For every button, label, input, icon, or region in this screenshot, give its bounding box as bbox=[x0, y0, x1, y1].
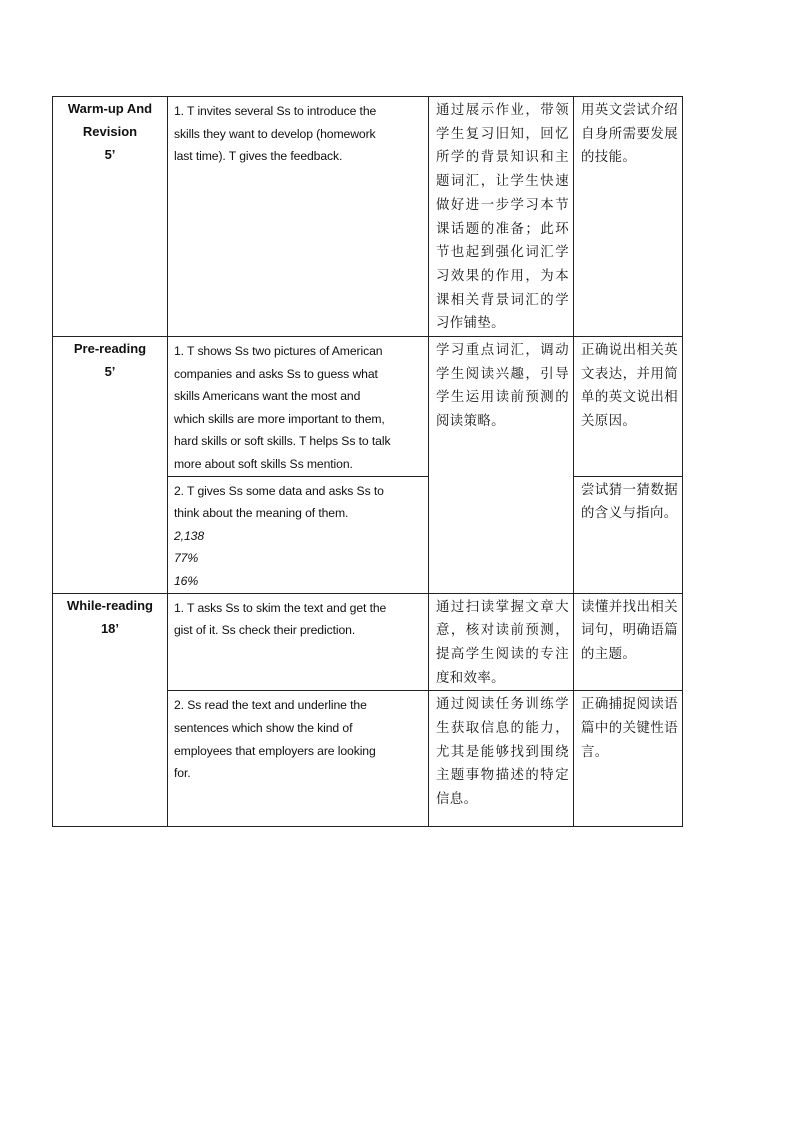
table-row-while-reading bbox=[53, 593, 683, 691]
activity-line: for. bbox=[174, 766, 191, 781]
activity-text bbox=[168, 594, 428, 642]
goal-text: 读懂并找出相关词句，明确语篇的主题。 bbox=[581, 599, 678, 662]
activity-line: 2. T gives Ss some data and asks Ss to bbox=[174, 483, 384, 498]
lesson-plan-table bbox=[52, 96, 683, 827]
stage-label-warm-up bbox=[53, 97, 167, 166]
purpose-cell bbox=[429, 337, 574, 594]
purpose-text: 学习重点词汇，调动学生阅读兴趣，引导学生运用读前预测的阅读策略。 bbox=[436, 343, 569, 430]
goal-cell bbox=[574, 337, 683, 477]
goal-text: 用英文尝试介绍自身所需要发展的技能。 bbox=[581, 103, 678, 166]
purpose-cell bbox=[429, 691, 574, 827]
activity-line: which skills are more important to them, bbox=[174, 411, 385, 426]
activity-text bbox=[168, 477, 428, 593]
goal-text: 正确说出相关英文表达，并用简单的英文说出相关原因。 bbox=[581, 343, 678, 430]
stage-duration: 18’ bbox=[100, 620, 120, 636]
activity-line: hard skills or soft skills. T helps Ss to talk bbox=[174, 434, 391, 449]
stage-title-line: While-reading bbox=[67, 597, 153, 613]
purpose-text: 通过扫读掌握文章大意，核对读前预测，提高学生阅读的专注度和效率。 bbox=[436, 599, 569, 686]
activity-text bbox=[168, 337, 428, 476]
activity-line: 2. Ss read the text and underline the bbox=[174, 698, 367, 713]
stage-label-while-reading bbox=[53, 594, 167, 640]
table-row-warm-up bbox=[53, 97, 683, 337]
activity-line: skills Americans want the most and bbox=[174, 389, 361, 404]
stage-cell-warm-up bbox=[53, 97, 168, 337]
activity-cell bbox=[168, 337, 429, 477]
stage-cell-while-reading bbox=[53, 593, 168, 827]
stage-cell-pre-reading bbox=[53, 337, 168, 594]
data-point: 16% bbox=[174, 573, 199, 588]
activity-line: 1. T asks Ss to skim the text and get the bbox=[174, 600, 387, 615]
goal-text: 正确捕捉阅读语篇中的关键性语言。 bbox=[581, 697, 678, 760]
data-point: 2,138 bbox=[174, 528, 204, 543]
activity-line: gist of it. Ss check their prediction. bbox=[174, 623, 356, 638]
purpose-cell bbox=[429, 97, 574, 337]
activity-line: more about soft skills Ss mention. bbox=[174, 457, 353, 471]
table-row-pre-reading bbox=[53, 337, 683, 477]
activity-line: think about the meaning of them. bbox=[174, 506, 349, 521]
purpose-text: 通过展示作业，带领学生复习旧知，回忆所学的背景知识和主题词汇，让学生快速做好进一步学习本节课话题的准备；此环节也起到强化词汇学习效果的作用，为本课相关背景词汇的学习作铺垫。 bbox=[436, 103, 569, 332]
activity-line: skills they want to develop (homework bbox=[174, 126, 376, 141]
stage-duration: 5’ bbox=[104, 364, 116, 380]
goal-cell bbox=[574, 476, 683, 593]
stage-title-line: Revision bbox=[82, 124, 138, 139]
activity-text bbox=[168, 97, 428, 168]
purpose-text: 通过阅读任务训练学生获取信息的能力，尤其是能够找到围绕主题事物描述的特定信息。 bbox=[436, 697, 569, 808]
activity-line: last time). T gives the feedback. bbox=[174, 149, 343, 164]
stage-title-line: Pre-reading bbox=[73, 341, 147, 357]
activity-cell bbox=[168, 593, 429, 691]
activity-cell bbox=[168, 97, 429, 337]
stage-duration: 5’ bbox=[104, 147, 116, 162]
goal-text: 尝试猜一猜数据的含义与指向。 bbox=[581, 482, 678, 522]
activity-line: employees that employers are looking bbox=[174, 743, 376, 758]
activity-line: 1. T invites several Ss to introduce the bbox=[174, 104, 377, 118]
goal-cell bbox=[574, 97, 683, 337]
purpose-cell bbox=[429, 593, 574, 691]
activity-cell bbox=[168, 691, 429, 827]
activity-text bbox=[168, 691, 428, 784]
stage-label-pre-reading bbox=[53, 337, 167, 383]
activity-line: companies and asks Ss to guess what bbox=[174, 366, 378, 381]
activity-cell bbox=[168, 476, 429, 593]
activity-line: 1. T shows Ss two pictures of American bbox=[174, 344, 383, 359]
data-point: 77% bbox=[174, 551, 199, 566]
stage-title-line: Warm-up And bbox=[67, 101, 153, 116]
goal-cell bbox=[574, 691, 683, 827]
activity-line: sentences which show the kind of bbox=[174, 720, 353, 735]
goal-cell bbox=[574, 593, 683, 691]
